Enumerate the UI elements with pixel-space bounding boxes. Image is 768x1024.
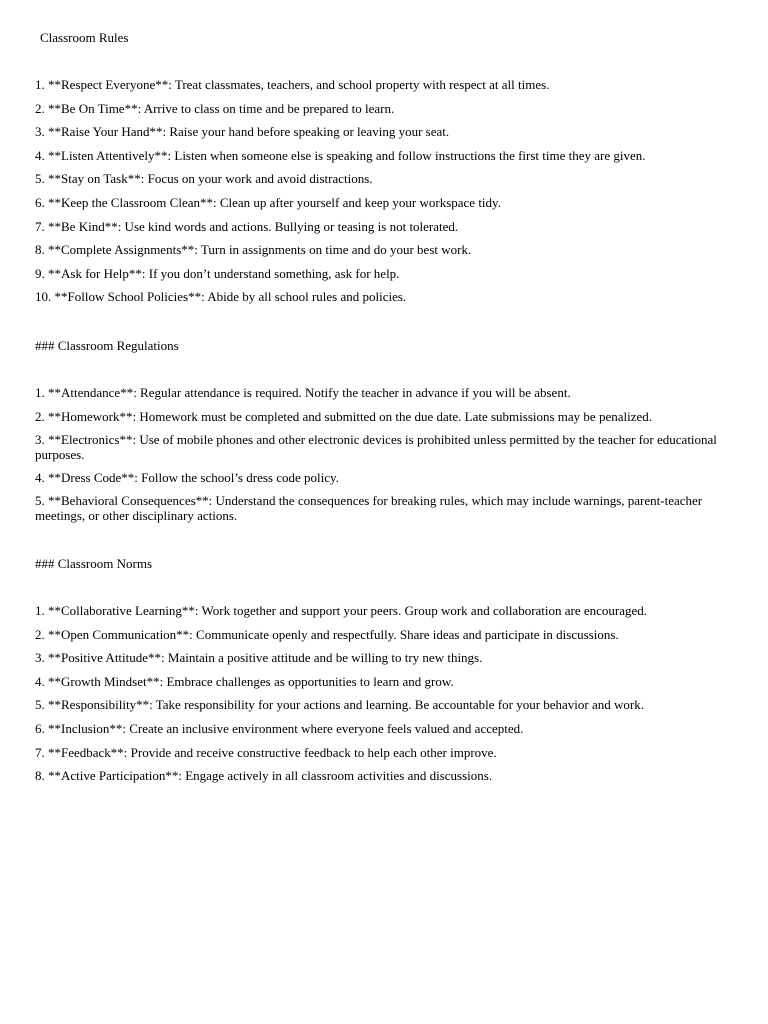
norm-item: 6. **Inclusion**: Create an inclusive environment where everyone feels valued and accepted. [35, 720, 524, 736]
regulations-heading: ### Classroom Regulations [35, 338, 179, 353]
norm-item: 1. **Collaborative Learning**: Work together and support your peers. Group work and collaboration are encouraged. [35, 603, 648, 618]
regulation-item: 2. **Homework**: Homework must be completed and submitted on the due date. Late submissions may be penalized. [35, 408, 653, 424]
regulation-item: 3. **Electronics**: Use of mobile phones and other electronic devices is prohibited unless permitted by the teacher for educational purposes. [35, 432, 717, 463]
regulation-item: 5. **Behavioral Consequences**: Understand the consequences for breaking rules, which may include warnings, parent-teacher meetings, or other disciplinary actions. [35, 493, 703, 524]
rule-item: 9. **Ask for Help**: If you don’t understand something, ask for help. [35, 265, 400, 281]
rules-list [35, 77, 735, 313]
regulations-list [35, 385, 735, 531]
rule-item: 8. **Complete Assignments**: Turn in assignments on time and do your best work. [35, 242, 472, 258]
document-title: Classroom Rules [40, 30, 129, 45]
rule-item: 7. **Be Kind**: Use kind words and actions. Bullying or teasing is not tolerated. [35, 218, 459, 234]
regulation-item: 1. **Attendance**: Regular attendance is required. Notify the teacher in advance if you will be absent. [35, 385, 571, 400]
norm-item: 8. **Active Participation**: Engage actively in all classroom activities and discussions. [35, 768, 493, 784]
norm-item: 2. **Open Communication**: Communicate openly and respectfully. Share ideas and participate in discussions. [35, 626, 619, 642]
norm-item: 7. **Feedback**: Provide and receive constructive feedback to help each other improve. [35, 744, 497, 760]
rule-item: 5. **Stay on Task**: Focus on your work and avoid distractions. [35, 171, 373, 187]
rule-item: 10. **Follow School Policies**: Abide by all school rules and policies. [35, 289, 407, 305]
regulation-item: 4. **Dress Code**: Follow the school’s dress code policy. [35, 469, 339, 485]
norms-list [35, 603, 735, 792]
rule-item: 4. **Listen Attentively**: Listen when someone else is speaking and follow instructions the first time they are given. [35, 147, 646, 163]
norm-item: 4. **Growth Mindset**: Embrace challenges as opportunities to learn and grow. [35, 673, 454, 689]
rule-item: 3. **Raise Your Hand**: Raise your hand before speaking or leaving your seat. [35, 124, 450, 140]
norms-heading: ### Classroom Norms [35, 556, 152, 571]
rule-item: 1. **Respect Everyone**: Treat classmates, teachers, and school property with respect at all times. [35, 77, 550, 92]
rule-item: 6. **Keep the Classroom Clean**: Clean up after yourself and keep your workspace tidy. [35, 194, 501, 210]
norm-item: 3. **Positive Attitude**: Maintain a positive attitude and be willing to try new things. [35, 650, 483, 666]
norm-item: 5. **Responsibility**: Take responsibility for your actions and learning. Be accountable for your behavior and work. [35, 697, 644, 713]
rule-item: 2. **Be On Time**: Arrive to class on time and be prepared to learn. [35, 100, 395, 116]
